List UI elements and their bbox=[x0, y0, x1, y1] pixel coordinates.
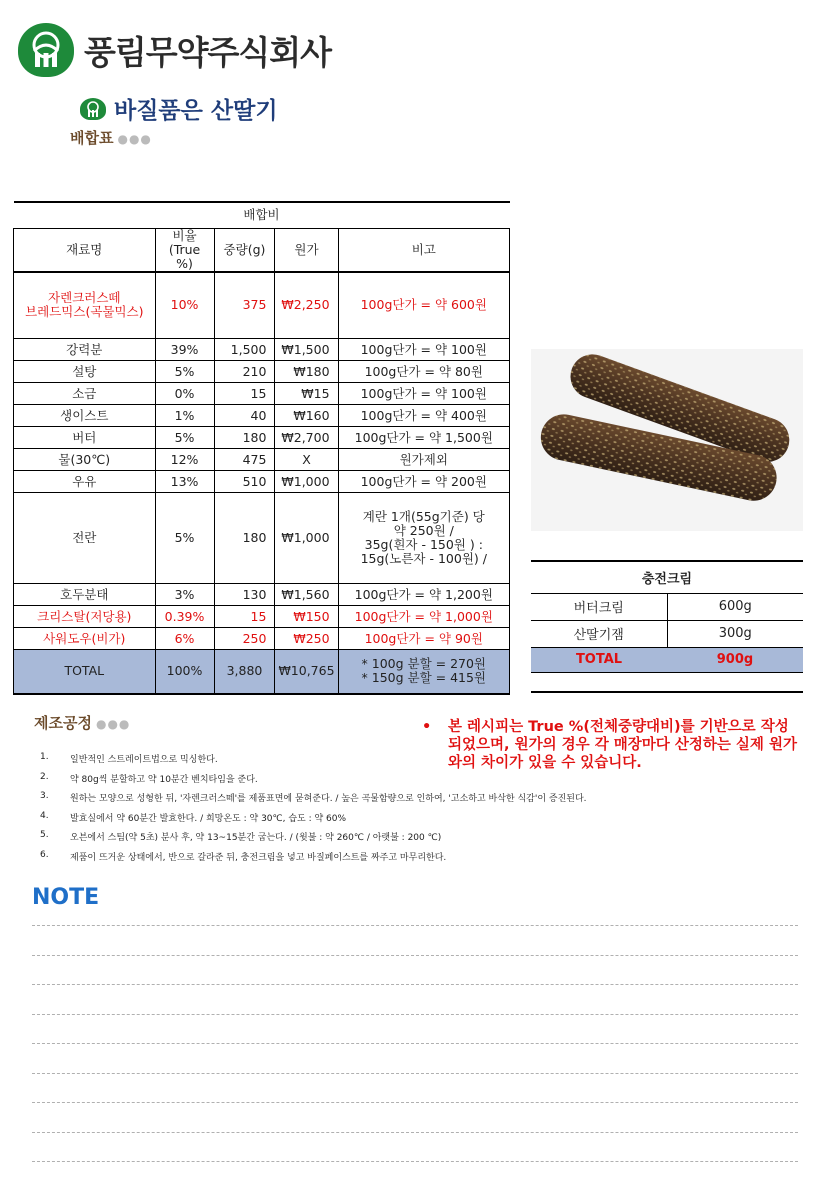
note-cell: 계란 1개(55g기준) 당 약 250원 / 35g(흰자 - 150원 ) : 15g(노른자 - 100원) / bbox=[338, 493, 509, 584]
weight-cell: 130 bbox=[214, 584, 275, 606]
step-number: 4. bbox=[40, 810, 49, 821]
table-row bbox=[14, 427, 510, 449]
process-section-heading bbox=[34, 712, 130, 733]
table-row bbox=[14, 493, 510, 584]
note-heading: NOTE bbox=[32, 885, 100, 910]
mix-table-header bbox=[14, 228, 510, 272]
cream-amount: 300g bbox=[667, 620, 803, 647]
ratio-cell: 5% bbox=[155, 427, 214, 449]
step-number: 6. bbox=[40, 849, 49, 860]
note-cell: 100g단가 = 약 90원 bbox=[338, 628, 509, 650]
company-logo-icon bbox=[18, 23, 74, 77]
dots-icon: ●●● bbox=[95, 717, 131, 731]
cost-cell: ₩1,500 bbox=[275, 339, 338, 361]
bullet-icon: • bbox=[422, 719, 432, 735]
ingredient-cell: 강력분 bbox=[14, 339, 156, 361]
ingredient-cell: 전란 bbox=[14, 493, 156, 584]
ratio-cell: 3% bbox=[155, 584, 214, 606]
table-row bbox=[14, 272, 510, 339]
ingredient-cell: 크리스탈(저당용) bbox=[14, 606, 156, 628]
table-row bbox=[14, 584, 510, 606]
cost-cell: ₩150 bbox=[275, 606, 338, 628]
note-cell: 100g단가 = 약 100원 bbox=[338, 339, 509, 361]
notice-text: 본 레시피는 True %(전체중량대비)를 기반으로 작성되었으며, 원가의 경우 각 매장마다 산정하는 실제 원가와의 차이가 있을 수 있습니다. bbox=[448, 719, 797, 771]
ingredient-cell: 호두분태 bbox=[14, 584, 156, 606]
cream-total-amount: 900g bbox=[667, 647, 803, 672]
weight-cell: 210 bbox=[214, 361, 275, 383]
note-line bbox=[32, 1073, 798, 1074]
total-ratio-cell: 100% bbox=[155, 650, 214, 694]
ratio-cell: 5% bbox=[155, 361, 214, 383]
list-item bbox=[40, 791, 800, 811]
cost-cell: ₩2,250 bbox=[275, 272, 338, 339]
step-number: 5. bbox=[40, 830, 49, 840]
note-cell: 100g단가 = 약 100원 bbox=[338, 383, 509, 405]
table-row bbox=[531, 593, 803, 620]
cost-cell: ₩1,000 bbox=[275, 493, 338, 584]
mix-total-row bbox=[14, 650, 510, 694]
table-row bbox=[14, 339, 510, 361]
weight-cell: 40 bbox=[214, 405, 275, 427]
product-photo bbox=[531, 349, 803, 531]
weight-cell: 1,500 bbox=[214, 339, 275, 361]
cream-total-row bbox=[531, 647, 803, 672]
ratio-cell: 12% bbox=[155, 449, 214, 471]
cream-total-label: TOTAL bbox=[531, 647, 667, 672]
note-cell: 100g단가 = 약 200원 bbox=[338, 471, 509, 493]
note-cell: 100g단가 = 약 80원 bbox=[338, 361, 509, 383]
table-row bbox=[531, 620, 803, 647]
cream-table-title: 충전크림 bbox=[531, 561, 803, 593]
note-line bbox=[32, 1132, 798, 1133]
table-row bbox=[14, 471, 510, 493]
cream-amount: 600g bbox=[667, 593, 803, 620]
column-header: 비고 bbox=[338, 228, 509, 272]
column-header: 비율 (True %) bbox=[155, 228, 214, 272]
process-steps bbox=[40, 752, 800, 869]
ratio-cell: 39% bbox=[155, 339, 214, 361]
ingredient-cell: 자렌크러스떼 브레드믹스(곡물믹스) bbox=[14, 272, 156, 339]
ingredient-cell: 물(30℃) bbox=[14, 449, 156, 471]
table-row bbox=[14, 628, 510, 650]
cream-ingredient: 산딸기잼 bbox=[531, 620, 667, 647]
weight-cell: 475 bbox=[214, 449, 275, 471]
ingredient-cell: 사워도우(비가) bbox=[14, 628, 156, 650]
process-section-label: 제조공정 bbox=[34, 714, 92, 732]
ratio-cell: 0% bbox=[155, 383, 214, 405]
note-cell: 원가제외 bbox=[338, 449, 509, 471]
note-line bbox=[32, 1161, 798, 1162]
dots-icon: ●●● bbox=[117, 132, 152, 146]
table-row bbox=[14, 405, 510, 427]
note-cell: 100g단가 = 약 1,500원 bbox=[338, 427, 509, 449]
mix-table bbox=[13, 201, 510, 695]
ingredient-cell: 설탕 bbox=[14, 361, 156, 383]
weight-cell: 510 bbox=[214, 471, 275, 493]
total-cost-cell: ₩10,765 bbox=[275, 650, 338, 694]
list-item bbox=[40, 830, 800, 850]
note-cell: 100g단가 = 약 600원 bbox=[338, 272, 509, 339]
mix-table-caption: 배합비 bbox=[14, 202, 510, 228]
list-item bbox=[40, 772, 800, 792]
ingredient-cell: 버터 bbox=[14, 427, 156, 449]
note-cell: 100g단가 = 약 400원 bbox=[338, 405, 509, 427]
ratio-cell: 5% bbox=[155, 493, 214, 584]
ratio-cell: 13% bbox=[155, 471, 214, 493]
note-cell: 100g단가 = 약 1,000원 bbox=[338, 606, 509, 628]
company-name: 풍림무약주식회사 bbox=[84, 32, 332, 72]
weight-cell: 375 bbox=[214, 272, 275, 339]
table-row bbox=[14, 449, 510, 471]
recipe-title: 바질품은 산딸기 bbox=[114, 98, 278, 124]
cost-cell: ₩250 bbox=[275, 628, 338, 650]
column-header: 재료명 bbox=[14, 228, 156, 272]
weight-cell: 180 bbox=[214, 493, 275, 584]
list-item bbox=[40, 752, 800, 772]
step-text: 일반적인 스트레이트법으로 믹싱한다. bbox=[70, 755, 218, 765]
ratio-cell: 6% bbox=[155, 628, 214, 650]
step-number: 2. bbox=[40, 771, 49, 782]
column-header: 원가 bbox=[275, 228, 338, 272]
total-weight-cell: 3,880 bbox=[214, 650, 275, 694]
total-name-cell: TOTAL bbox=[14, 650, 156, 694]
column-header: 중량(g) bbox=[214, 228, 275, 272]
cost-cell: ₩1,560 bbox=[275, 584, 338, 606]
cost-cell: ₩2,700 bbox=[275, 427, 338, 449]
cream-table bbox=[531, 560, 803, 693]
table-row bbox=[14, 606, 510, 628]
note-line bbox=[32, 1102, 798, 1103]
cost-cell: ₩180 bbox=[275, 361, 338, 383]
ratio-cell: 1% bbox=[155, 405, 214, 427]
note-line bbox=[32, 1014, 798, 1015]
ratio-cell: 0.39% bbox=[155, 606, 214, 628]
recipe-title-row bbox=[80, 92, 278, 125]
table-row bbox=[14, 383, 510, 405]
ingredient-cell: 소금 bbox=[14, 383, 156, 405]
step-text: 제품이 뜨거운 상태에서, 반으로 갈라준 뒤, 충전크림을 넣고 바질페이스트를 짜주고 마무리한다. bbox=[70, 852, 447, 863]
step-text: 오븐에서 스팀(약 5초) 분사 후, 약 13~15분간 굽는다. / (윗불 : 약 260℃ / 아랫불 : 200 ℃) bbox=[70, 833, 442, 843]
cost-cell: ₩15 bbox=[275, 383, 338, 405]
note-line bbox=[32, 955, 798, 956]
step-text: 약 80g씩 분할하고 약 10분간 벤치타임을 준다. bbox=[70, 774, 258, 785]
weight-cell: 250 bbox=[214, 628, 275, 650]
step-number: 3. bbox=[40, 791, 49, 801]
note-line bbox=[32, 984, 798, 985]
note-line bbox=[32, 925, 798, 926]
company-header bbox=[18, 22, 331, 78]
step-text: 발효실에서 약 60분간 발효한다. / 희망온도 : 약 30℃, 습도 : 약 60% bbox=[70, 813, 347, 824]
ingredient-cell: 생이스트 bbox=[14, 405, 156, 427]
weight-cell: 15 bbox=[214, 606, 275, 628]
ingredient-cell: 우유 bbox=[14, 471, 156, 493]
mix-section-label: 배합표 bbox=[70, 129, 114, 147]
cream-ingredient: 버터크림 bbox=[531, 593, 667, 620]
weight-cell: 15 bbox=[214, 383, 275, 405]
weight-cell: 180 bbox=[214, 427, 275, 449]
list-item bbox=[40, 811, 800, 831]
cost-cell: ₩1,000 bbox=[275, 471, 338, 493]
cost-cell: X bbox=[275, 449, 338, 471]
total-note-cell: * 100g 분할 = 270원 * 150g 분할 = 415원 bbox=[338, 650, 509, 694]
list-item bbox=[40, 850, 800, 870]
cost-cell: ₩160 bbox=[275, 405, 338, 427]
note-cell: 100g단가 = 약 1,200원 bbox=[338, 584, 509, 606]
mix-section-heading bbox=[70, 127, 152, 148]
table-row bbox=[14, 361, 510, 383]
step-text: 원하는 모양으로 성형한 뒤, '자렌크러스떼'를 제품표면에 묻혀준다. / 높은 곡물함량으로 인하여, '고소하고 바삭한 식감'이 증진된다. bbox=[70, 794, 587, 804]
note-line bbox=[32, 1043, 798, 1044]
small-logo-icon bbox=[80, 98, 106, 120]
ratio-cell: 10% bbox=[155, 272, 214, 339]
step-number: 1. bbox=[40, 752, 49, 762]
